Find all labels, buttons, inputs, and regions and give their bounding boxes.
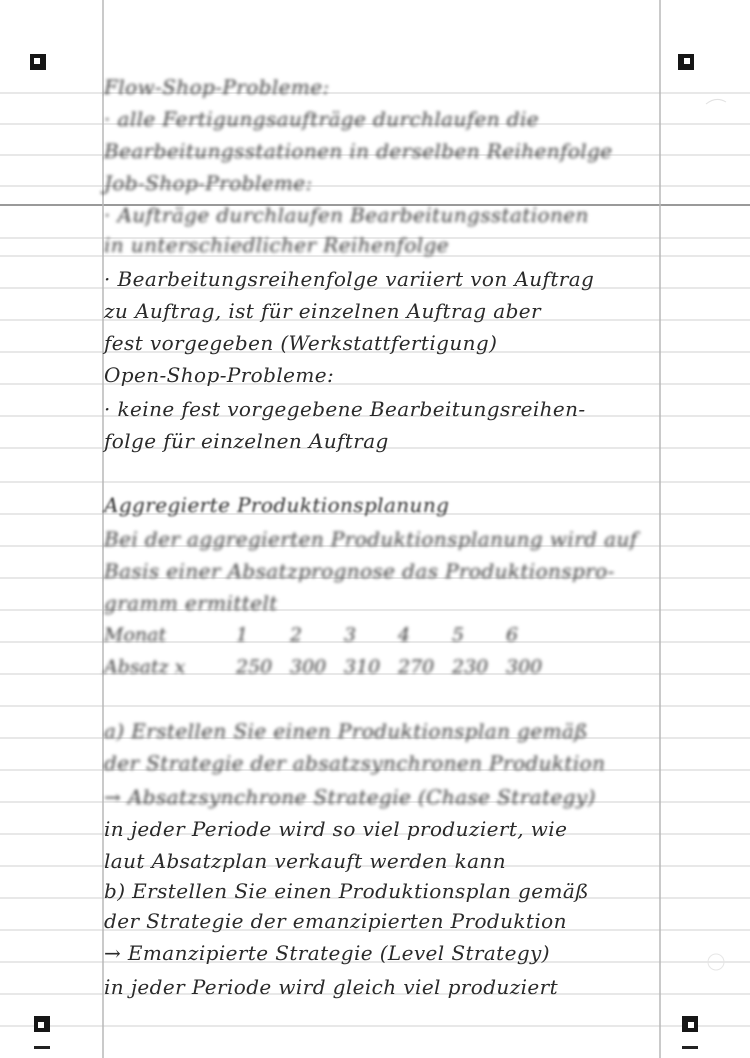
table-label-sales: Absatz x <box>104 656 186 678</box>
note-line-9: fest vorgegeben (Werkstattfertigung) <box>104 331 498 355</box>
table-cell: 3 <box>344 624 357 646</box>
table-cell: 1 <box>236 624 249 646</box>
note-line-10: Open-Shop-Probleme: <box>104 363 335 387</box>
table-cell: 300 <box>506 656 543 678</box>
scan-marker-bottom-left <box>34 1016 50 1032</box>
note-line-19: → Absatzsynchrone Strategie (Chase Strategy) <box>104 785 596 809</box>
note-line-7: · Bearbeitungsreihenfolge variiert von Auftrag <box>104 267 595 291</box>
note-line-13: Aggregierte Produktionsplanung <box>104 493 450 517</box>
note-line-6: in unterschiedlicher Reihenfolge <box>104 233 450 257</box>
table-cell: 5 <box>452 624 465 646</box>
note-line-23: der Strategie der emanzipierten Produktion <box>104 909 567 933</box>
table-cell: 6 <box>506 624 519 646</box>
note-line-17: a) Erstellen Sie einen Produktionsplan gemäß <box>104 719 589 743</box>
note-line-14: Bei der aggregierten Produktionsplanung wird auf <box>104 527 638 551</box>
table-row-month <box>104 624 560 646</box>
note-line-1: Flow-Shop-Probleme: <box>104 75 330 99</box>
scan-tick-right <box>682 1046 698 1049</box>
scan-marker-bottom-right <box>682 1016 698 1032</box>
note-line-8: zu Auftrag, ist für einzelnen Auftrag aber <box>104 299 541 323</box>
scan-marker-top-left <box>30 54 46 70</box>
note-line-12: folge für einzelnen Auftrag <box>104 429 389 453</box>
table-cell: 250 <box>236 656 273 678</box>
scan-tick-left <box>34 1046 50 1049</box>
note-line-15: Basis einer Absatzprognose das Produktionspro- <box>104 559 615 583</box>
note-line-24: → Emanzipierte Strategie (Level Strategy) <box>104 941 550 965</box>
table-cell: 270 <box>398 656 435 678</box>
note-line-18: der Strategie der absatzsynchronen Produktion <box>104 751 606 775</box>
note-line-25: in jeder Periode wird gleich viel produziert <box>104 975 559 999</box>
note-line-3: Bearbeitungsstationen in derselben Reihenfolge <box>104 139 613 163</box>
note-line-11: · keine fest vorgegebene Bearbeitungsreihen- <box>104 397 586 421</box>
note-line-16: gramm ermittelt <box>104 591 278 615</box>
note-line-5: · Aufträge durchlaufen Bearbeitungsstationen <box>104 203 589 227</box>
note-line-2: · alle Fertigungsaufträge durchlaufen die <box>104 107 540 131</box>
table-cell: 230 <box>452 656 489 678</box>
scan-marker-top-right <box>678 54 694 70</box>
note-line-22: b) Erstellen Sie einen Produktionsplan gemäß <box>104 879 589 903</box>
note-line-4: Job-Shop-Probleme: <box>104 171 313 195</box>
table-row-sales <box>104 656 560 678</box>
note-line-20: in jeder Periode wird so viel produziert, wie <box>104 817 568 841</box>
table-cell: 300 <box>290 656 327 678</box>
table-cell: 2 <box>290 624 303 646</box>
note-line-21: laut Absatzplan verkauft werden kann <box>104 849 506 873</box>
table-label-month: Monat <box>104 624 167 646</box>
table-cell: 4 <box>398 624 411 646</box>
table-cell: 310 <box>344 656 381 678</box>
